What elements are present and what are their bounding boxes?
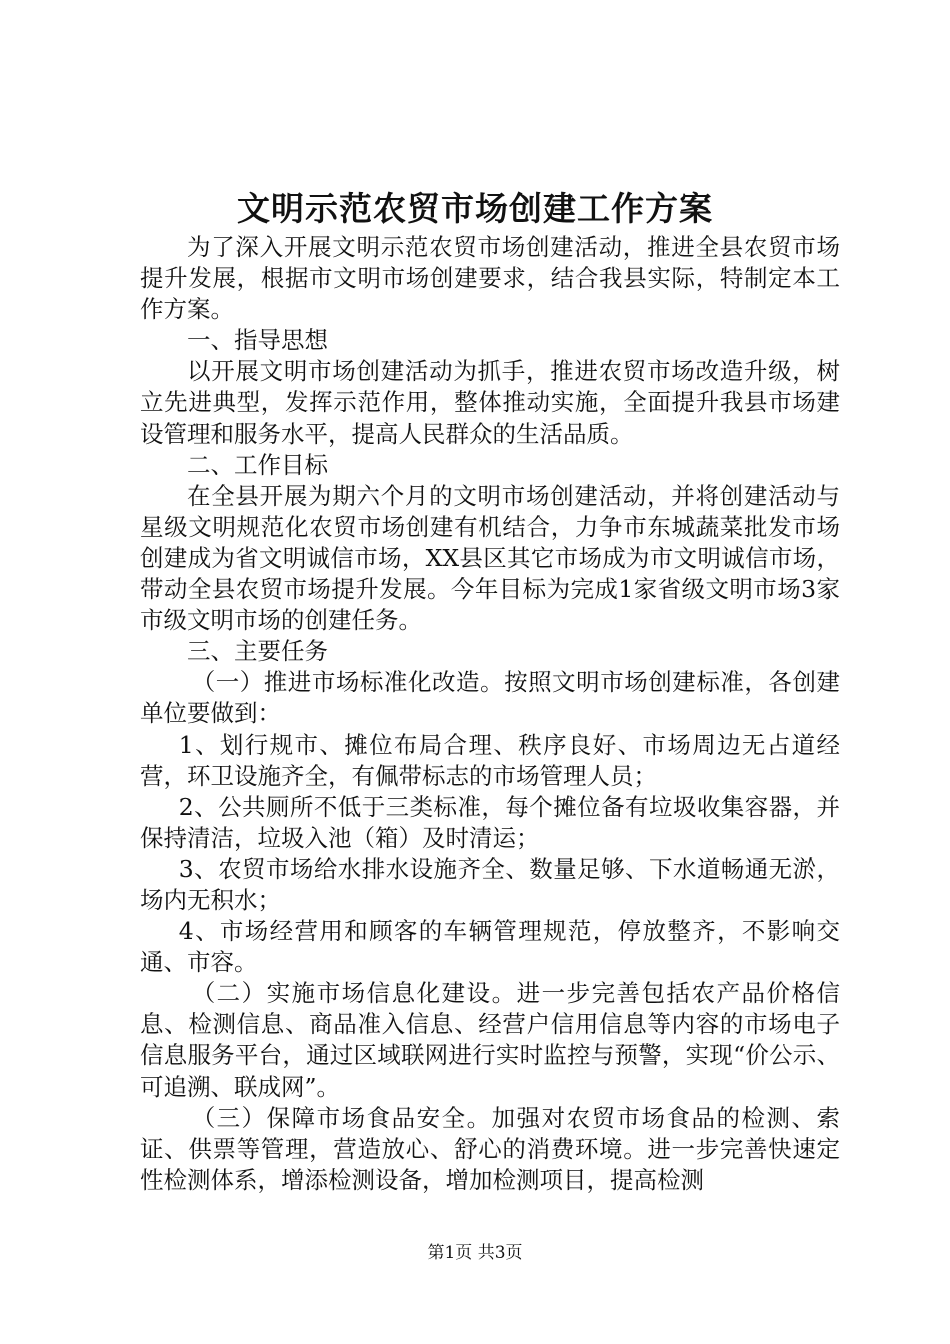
section-heading-guiding-ideology: 一、指导思想 (187, 326, 328, 355)
section-heading-main-tasks: 三、主要任务 (187, 637, 328, 666)
task-1-item-2: 2、公共厕所不低于三类标准，每个摊位备有垃圾收集容器，并保持清洁，垃圾入池（箱）及时清运； (140, 792, 840, 852)
task-1-item-1: 1、划行规市、摊位布局合理、秩序良好、市场周边无占道经营，环卫设施齐全，有佩带标志的市场管理人员； (140, 730, 840, 790)
section-heading-work-goals: 二、工作目标 (187, 450, 328, 479)
task-1-paragraph: （一）推进市场标准化改造。按照文明市场创建标准，各创建单位要做到： (140, 668, 840, 728)
guiding-ideology-paragraph: 以开展文明市场创建活动为抓手，推进农贸市场改造升级，树立先进典型，发挥示范作用，整体推动实施，全面提升我县市场建设管理和服务水平，提高人民群众的生活品质。 (140, 357, 840, 448)
task-2-paragraph: （二）实施市场信息化建设。进一步完善包括农产品价格信息、检测信息、商品准入信息、经营户信用信息等内容的市场电子信息服务平台，通过区域联网进行实时监控与预警，实现“价公示、可追溯、联成网”。 (140, 979, 840, 1101)
work-goals-paragraph: 在全县开展为期六个月的文明市场创建活动，并将创建活动与星级文明规范化农贸市场创建有机结合，力争市东城蔬菜批发市场创建成为省文明诚信市场，XX县区其它市场成为市文明诚信市场，带动全县农贸市场提升发展。今年目标为完成1家省级文明市场3家市级文明市场的创建任务。 (140, 481, 840, 635)
page-number-footer: 第1页 共3页 (427, 1243, 523, 1263)
task-1-item-3: 3、农贸市场给水排水设施齐全、数量足够、下水道畅通无淤，场内无积水； (140, 854, 840, 914)
task-3-paragraph: （三）保障市场食品安全。加强对农贸市场食品的检测、索证、供票等管理，营造放心、舒心的消费环境。进一步完善快速定性检测体系，增添检测设备，增加检测项目，提高检测 (140, 1103, 840, 1194)
intro-paragraph: 为了深入开展文明示范农贸市场创建活动，推进全县农贸市场提升发展，根据市文明市场创建要求，结合我县实际，特制定本工作方案。 (140, 233, 840, 324)
document-body (140, 232, 840, 1196)
task-1-item-4: 4、市场经营用和顾客的车辆管理规范，停放整齐，不影响交通、市容。 (140, 917, 840, 977)
document-title: 文明示范农贸市场创建工作方案 (237, 189, 713, 228)
